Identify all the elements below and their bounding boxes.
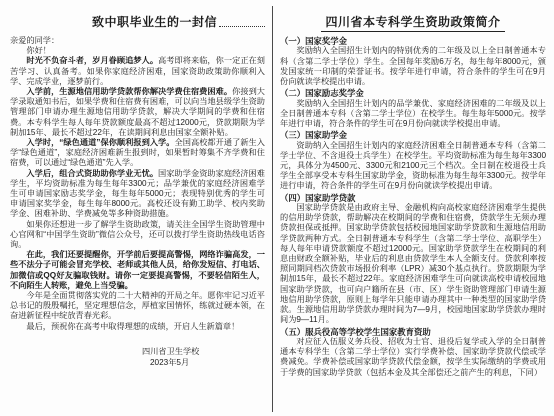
letter-paragraph (10, 87, 265, 138)
paragraph-text: 今年是全面贯彻落实党的二十大精神的开局之年。愿你牢记习近平总书记的殷殷嘱托，坚定理想信念，厚植家国情怀，练就过硬本领，在奋进新征程中绽放青春光彩。 (10, 291, 265, 321)
letter-signature-block (10, 346, 265, 368)
section-heading: （五）服兵役高等学校学生国家教育资助 (280, 326, 431, 337)
section-text: 对应征入伍服义务兵役、招收为士官、退役后复学或入学的全日制普通本专科学生（含第二学士学位）实行学费补偿、国家助学贷款代偿或学费减免。学费补偿或国家助学贷款代偿金额，按学生实际缴纳的学费或用于学费的国家助学贷款（包括本金及其全部偿还之前产生的利息，下同） (280, 336, 546, 377)
section-text: 奖励纳入全国招生计划内的特别优秀的二年级及以上全日制普通本专科（含第二学士学位）学生。全国每年奖励6万名，每生每年8000元，颁发国家统一印制的荣誉证书。按学年进行申请，符合条件的学生可在9月份向就读学校提出申请。 (280, 46, 546, 87)
paragraph-text: 最后，预祝你在高考中取得理想的成绩，开启人生新篇章！ (26, 321, 240, 331)
letter-date: 2023年5月 (150, 357, 190, 367)
paragraph-lead: 时光不负奋斗者，岁月眷顾追梦人。 (26, 56, 159, 66)
letter-greeting: 你好！ (26, 46, 51, 56)
column-divider (272, 6, 273, 412)
section-heading: （一）国家奖学金 (280, 36, 347, 46)
letter-signature: 四川省卫生学校 (142, 346, 200, 356)
section-heading: （二）国家励志奖学金 (280, 88, 364, 99)
letter-paragraph (10, 291, 265, 322)
paragraph-lead: 在此，我们还要提醒你，开学前后要提高警惕，网络诈骗高发，一些不法分子可能会冒充学校、老师或其他人员，给你发短信、打电话、加微信或QQ好友骗取钱财。请你一定要提高警惕，不要轻信陌生人，不向陌生人转账，避免上当受骗。 (10, 250, 265, 290)
letter-paragraph (10, 220, 265, 251)
policy-title: 四川省本专科学生资助政策简介 (321, 8, 504, 32)
paragraph-text: 你接到大学录取通知书后，如果学费和住宿费有困难，可以向当地县级学生资助管理部门申请办理生源地信用助学贷款，解决大学期间的学费和住宿费。本专科学生每人每年贷款额度最高不超过12000元，贷款期限为学制加15年、最长不超过22年，在读期间利息由国家全额补贴。 (10, 87, 265, 137)
policy-title-row (280, 8, 546, 30)
paragraph-lead: 入学时，“绿色通道”保你顺利报到入学。 (26, 138, 175, 148)
policy-column (280, 8, 546, 412)
letter-title-row (10, 8, 265, 30)
policy-section (280, 130, 546, 191)
paragraph-lead: 入学前，生源地信用助学贷款帮你解决学费住宿费困难。 (26, 87, 233, 97)
letter-fraud-warning (10, 250, 265, 291)
paragraph-text: 国家助学金资助家庭经济困难学生，平均资助标准为每生每年3300元；品学兼优的家庭经济困难学生可申请国家励志奖学金，每生每年5000元；表现特别优秀的学生可申请国家奖学金，每生每年8000元。高校还设有勤工助学、校内奖助学金、困难补助、学费减免等多种资助措施。 (10, 168, 265, 219)
letter-paragraph (10, 138, 265, 169)
paragraph-text: 如果你还想进一步了解学生资助政策，请关注全国学生资助管理中心官网和“中国学生资助”微信公众号，还可以拨打学生资助热线电话咨询。 (10, 219, 265, 250)
section-heading: （三）国家助学金 (280, 130, 347, 141)
letter-paragraph (10, 169, 265, 220)
section-heading: （四）国家助学贷款 (280, 192, 356, 203)
policy-section (280, 327, 546, 378)
letter-title: 致中职毕业生的一封信 (92, 15, 218, 29)
letter-column (10, 8, 265, 412)
paragraph-lead: 入学后，组合式资助助你学业无忧。 (26, 168, 159, 178)
letter-paragraph (10, 56, 265, 87)
letter-paragraph (10, 322, 265, 332)
section-text: 国家助学贷款是由政府主导、金融机构向高校家庭经济困难学生提供的信用助学贷款，帮助解决在校期间的学费和住宿费，贷款学生无须办理贷款担保或抵押。国家助学贷款包括校园地国家助学贷款和生源地信用助学贷款两种方式。全日制普通本专科学生（含第二学士学位、高职学生）每人每年申请贷款额度不超过12000元。国家助学贷款学生在校期间的利息由财政全额补贴，毕业后的利息由贷款学生本人全额支付。贷款利率按照同期同档次贷款市场报价利率（LPR）减30个基点执行。贷款期限为学制加15年，最长不超过22年。家庭经济困难学生可向就读高校申请校园地国家助学贷款，也可向户籍所在县（市、区）学生资助管理部门申请生源地信用助学贷款，原则上每学年只能申请办理其中一种类型的国家助学贷款。生源地信用助学贷款办理时间为7—9月，校园地国家助学贷款办理时间为9—11月。 (280, 203, 546, 325)
section-text: 资助纳入全国招生计划内的家庭经济困难全日制普通本专科（含第二学士学位、不含退役士兵学生）在校学生。平均资助标准为每生每年3300元，具体分为4500元、3300元和2100元三个档次。全日制在校退役士兵学生全部享受本专科生国家助学金，资助标准为每生每年3300元。按学年进行申请，符合条件的学生可在9月份向就读学校提出申请。 (280, 140, 546, 191)
letter-salutation: 亲爱的同学： (10, 36, 60, 45)
paragraph-text: 全国高校都开通了新生入学“绿色通道”，家庭经济困难新生报到时，如果暂时筹集不齐学费和住宿费，可以通过“绿色通道”先入学。 (10, 138, 265, 168)
paragraph-text: 高考即将来临，你一定正在刻苦学习、认真备考。如果你家庭经济困难，国家资助政策助你顺利入学、完成学业，逐梦前行。 (10, 56, 265, 86)
section-text: 奖励纳入全国招生计划内的品学兼优、家庭经济困难的二年级及以上全日制普通本专科（含第二学士学位）在校学生。每生每年5000元。按学年进行申请，符合条件的学生可在9月份向就读学校提出申请。 (280, 98, 546, 129)
title-dotted-leader (219, 26, 265, 27)
policy-section (280, 36, 546, 87)
policy-section (280, 88, 546, 129)
policy-section (280, 193, 546, 326)
